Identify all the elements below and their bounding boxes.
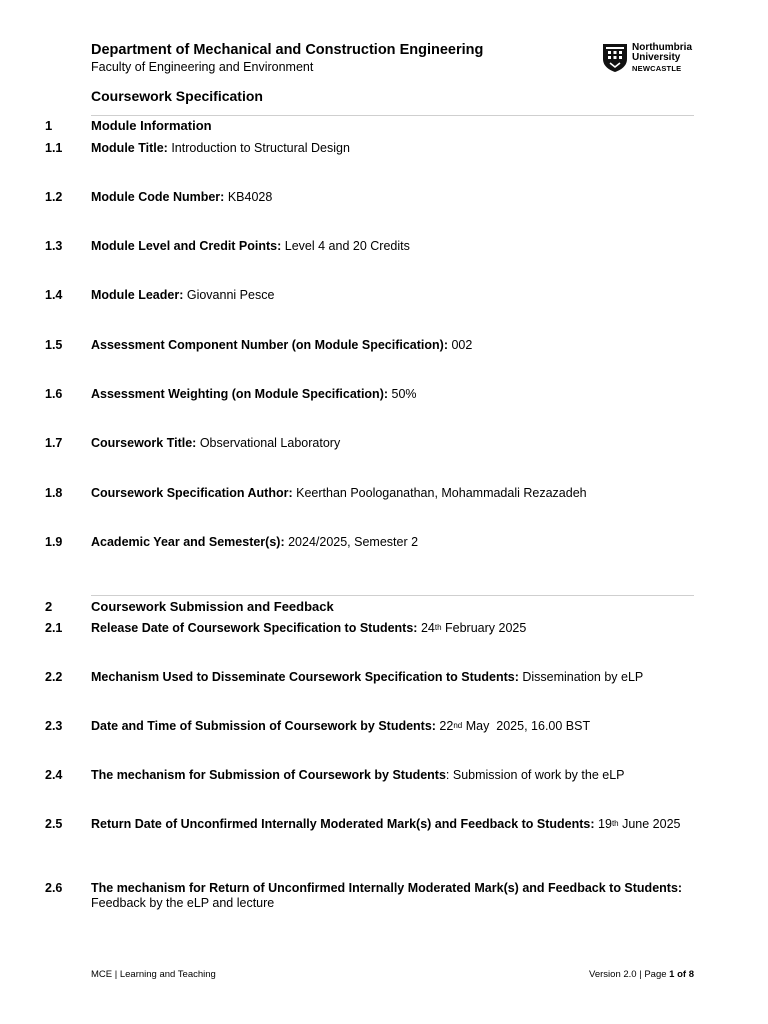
field-label: Release Date of Coursework Specification to Students:: [91, 621, 418, 635]
field-number: 2.5: [45, 817, 63, 831]
field-label: The mechanism for Submission of Coursework by Students: [91, 768, 446, 782]
field-label: Assessment Weighting (on Module Specification):: [91, 387, 389, 401]
field-label: Module Title:: [91, 141, 168, 155]
field-value: 24: [417, 621, 435, 635]
section-divider: [91, 595, 694, 596]
ordinal-suffix: th: [434, 623, 442, 632]
footer-page-info: [589, 969, 694, 980]
ordinal-suffix: nd: [453, 721, 463, 730]
field-value: Observational Laboratory: [196, 436, 341, 450]
field-value: KB4028: [224, 190, 273, 204]
field-label: Coursework Title:: [91, 436, 197, 450]
field-label: Module Level and Credit Points:: [91, 239, 282, 253]
field-label: Coursework Specification Author:: [91, 486, 293, 500]
field-number: 1.7: [45, 436, 63, 450]
field-number: 1.1: [45, 141, 63, 155]
field-value: Keerthan Poologanathan, Mohammadali Rezazadeh: [292, 486, 587, 500]
section-number: 2: [45, 599, 53, 614]
field-number: 1.2: [45, 190, 63, 204]
footer-version: Version 2.0 | Page: [589, 969, 670, 980]
faculty-subtitle: Faculty of Engineering and Environment: [91, 60, 314, 74]
university-logo: [602, 43, 702, 75]
ordinal-suffix: th: [611, 819, 619, 828]
footer-of: of: [674, 969, 689, 980]
section-title: Module Information: [91, 118, 212, 133]
field-value: 22: [435, 719, 454, 733]
footer-label: MCE | Learning and Teaching: [91, 969, 216, 980]
footer-page-total: 8: [688, 969, 694, 980]
field-number: 1.8: [45, 486, 63, 500]
logo-line1: Northumbria: [632, 42, 692, 53]
field-value: 002: [447, 338, 473, 352]
logo-line3: NEWCASTLE: [632, 64, 682, 73]
field-number: 1.5: [45, 338, 63, 352]
field-value-cont: May 2025, 16.00 BST: [462, 719, 591, 733]
field-number: 2.3: [45, 719, 63, 733]
field-label: Module Code Number:: [91, 190, 225, 204]
field-value: Level 4 and 20 Credits: [281, 239, 410, 253]
field-number: 2.1: [45, 621, 63, 635]
field-number: 1.6: [45, 387, 63, 401]
footer-page-number: 1: [669, 969, 675, 980]
logo-line2: University: [632, 52, 681, 63]
field-value: Feedback by the eLP and lecture: [91, 896, 275, 910]
page-title: Coursework Specification: [91, 88, 263, 104]
field-value-cont: June 2025: [618, 817, 681, 831]
field-label: Return Date of Unconfirmed Internally Moderated Mark(s) and Feedback to Students:: [91, 817, 595, 831]
field-value-cont: February 2025: [441, 621, 527, 635]
field-number: 1.3: [45, 239, 63, 253]
crest-icon: [602, 43, 628, 73]
field-value: Giovanni Pesce: [183, 288, 275, 302]
field-number: 2.4: [45, 768, 63, 782]
field-value: : Submission of work by the eLP: [445, 768, 625, 782]
field-label: Mechanism Used to Disseminate Coursework Specification to Students:: [91, 670, 519, 684]
field-number: 2.2: [45, 670, 63, 684]
field-label: Academic Year and Semester(s):: [91, 535, 285, 549]
field-number: 1.4: [45, 288, 63, 302]
section-number: 1: [45, 118, 53, 133]
field-value: Dissemination by eLP: [518, 670, 644, 684]
field-value: Introduction to Structural Design: [167, 141, 350, 155]
field-value: 50%: [388, 387, 417, 401]
department-title: Department of Mechanical and Construction Engineering: [91, 42, 484, 58]
field-label: The mechanism for Return of Unconfirmed Internally Moderated Mark(s) and Feedback to Students:: [91, 881, 683, 895]
field-label: Date and Time of Submission of Coursework by Students:: [91, 719, 436, 733]
field-value: 2024/2025, Semester 2: [284, 535, 419, 549]
field-label: Assessment Component Number (on Module Specification):: [91, 338, 448, 352]
field-label: Module Leader:: [91, 288, 184, 302]
field-number: 1.9: [45, 535, 63, 549]
section-divider: [91, 115, 694, 116]
section-title: Coursework Submission and Feedback: [91, 599, 334, 614]
field-number: 2.6: [45, 881, 63, 895]
field-value: 19: [594, 817, 612, 831]
